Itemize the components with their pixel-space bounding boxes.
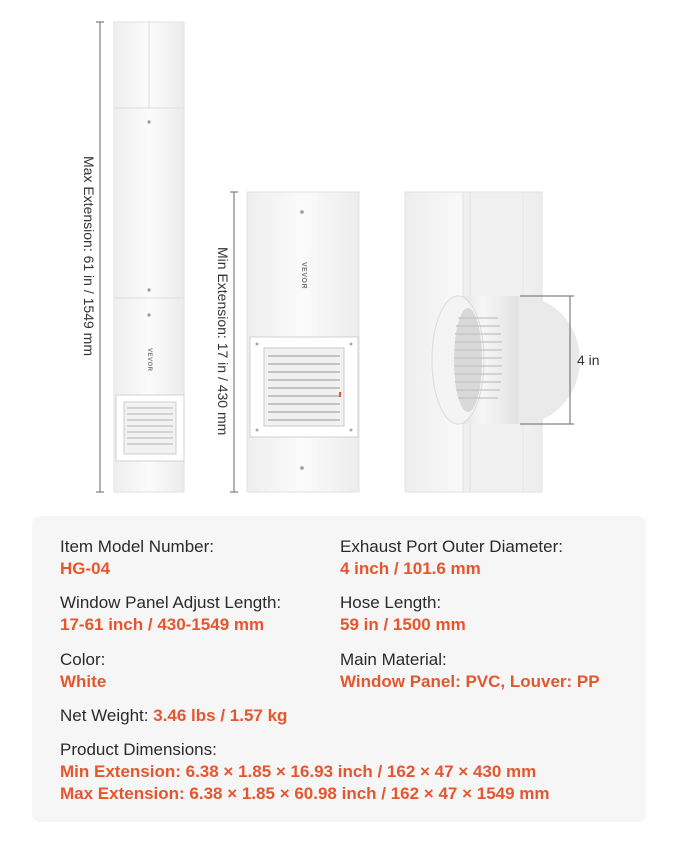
- panel-length-value: 17-61 inch / 430-1549 mm: [60, 615, 265, 634]
- weight-label: Net Weight:: [60, 706, 149, 725]
- hose-label: Hose Length:: [340, 593, 442, 612]
- dimensions-label: Product Dimensions:: [60, 740, 217, 759]
- exhaust-port-icon: [432, 296, 580, 424]
- model-spec: [60, 536, 214, 580]
- material-spec: [340, 649, 600, 693]
- brand-logo-large: VEVOR: [300, 262, 307, 290]
- weight-spec: [60, 705, 287, 727]
- max-extension-dimension-line: [96, 22, 104, 492]
- dimensions-min-value: Min Extension: 6.38 × 1.85 × 16.93 inch / 162 × 47 × 430 mm: [60, 762, 537, 781]
- color-spec: [60, 649, 106, 693]
- min-extension-dimension-line: [230, 192, 238, 492]
- exhaust-spec: [340, 536, 563, 580]
- material-label: Main Material:: [340, 650, 447, 669]
- weight-value: 3.46 lbs / 1.57 kg: [153, 706, 288, 725]
- material-value: Window Panel: PVC, Louver: PP: [340, 672, 600, 691]
- hose-spec: [340, 592, 466, 636]
- model-label: Item Model Number:: [60, 537, 214, 556]
- small-louver-icon: [116, 395, 184, 461]
- exhaust-label: Exhaust Port Outer Diameter:: [340, 537, 563, 556]
- port-diameter-label: 4 in: [577, 352, 600, 368]
- large-louver-icon: [250, 337, 358, 437]
- exhaust-port-closeup: [405, 192, 580, 492]
- min-extension-panel: [247, 192, 359, 492]
- color-label: Color:: [60, 650, 106, 669]
- screw-icon: [300, 466, 304, 470]
- max-extension-label: Max Extension: 61 in / 1549 mm: [81, 156, 97, 356]
- brand-logo-small: VEVOR: [146, 348, 152, 372]
- exhaust-value: 4 inch / 101.6 mm: [340, 559, 481, 578]
- dimensions-spec: [60, 739, 550, 805]
- hose-value: 59 in / 1500 mm: [340, 615, 466, 634]
- panel-length-label: Window Panel Adjust Length:: [60, 593, 282, 612]
- max-extension-panel: [114, 22, 184, 492]
- model-value: HG-04: [60, 559, 111, 578]
- panel-length-spec: [60, 592, 281, 636]
- min-extension-label: Min Extension: 17 in / 430 mm: [215, 247, 231, 436]
- color-value: White: [60, 672, 107, 691]
- dimensions-max-value: Max Extension: 6.38 × 1.85 × 60.98 inch / 162 × 47 × 1549 mm: [60, 784, 550, 803]
- screw-icon: [300, 210, 304, 214]
